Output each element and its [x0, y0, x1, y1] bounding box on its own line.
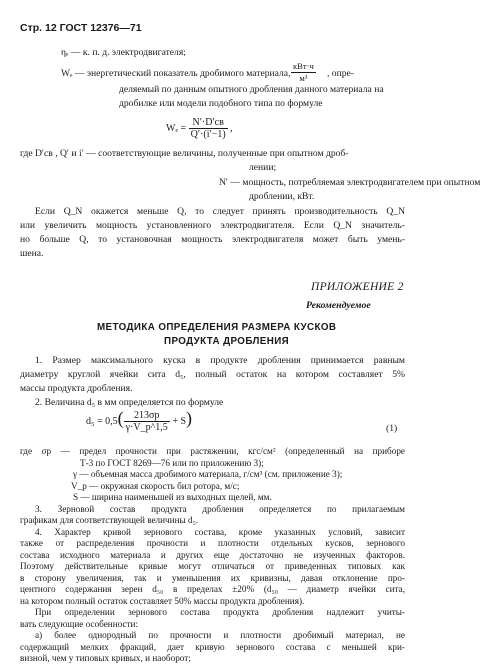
text-line: состава исходного материала и других еще достаточно не изученных факторов.: [20, 549, 405, 560]
text-line: но больше Q, то установочная мощность электродвигателя может быть умень-: [20, 234, 405, 245]
text-line: При определении зернового состава продукта дробления надлежит учиты-: [35, 607, 405, 617]
formula-number: (1): [386, 423, 398, 434]
formula-energy: [166, 117, 233, 140]
text-line: 3. Зерновой состав продукта дробления определяется по прилагаемым: [35, 503, 405, 514]
formula-lhs: Wₑ =: [166, 122, 187, 134]
appendix-note: Рекомендуемое: [306, 300, 371, 311]
text-line: дроблении, кВт.: [249, 191, 315, 202]
formula-numerator: N′·D′св: [189, 117, 228, 129]
text-line: в сторону увеличения, так и уменьшения их кривизны, давая отклонение про-: [20, 572, 405, 583]
formula-d5: [86, 407, 193, 433]
formula-denominator: γ·V_р^1,5: [125, 422, 168, 433]
text-line: N′ — мощность, потребляемая электродвигателем при опытном: [219, 177, 480, 188]
text-line: где σр — предел прочности при растяжении, кгс/см² (определенный на приборе: [20, 446, 405, 456]
text-line: Если Q_N окажется меньше Q, то следует принять производительность Q_N: [35, 206, 405, 217]
text-line: Т-3 по ГОСТ 8269—76 или по приложению 3);: [80, 457, 264, 468]
text-line: V_р — окружная скорость бил ротора, м/с;: [71, 480, 240, 491]
right-paren: ): [186, 407, 193, 428]
formula-tail: ,: [230, 122, 233, 134]
text-line: диаметру круглой ячейки сита d₅, полный остаток на котором составляет 5%: [20, 369, 405, 380]
text-line: Wₑ — энергетический показатель дробимого материала,: [61, 68, 291, 79]
formula-fraction: [189, 117, 228, 140]
text-line: а) более однородный по прочности и плотности дробимый материал, не: [35, 630, 405, 640]
unit-denominator: м³: [299, 73, 308, 83]
text-line: лении;: [249, 162, 277, 173]
text-line: деляемый по данным опытного дробления данного материала на: [119, 84, 384, 95]
text-line: на котором полный остаток составляет 50% массы продукта дробления).: [20, 595, 305, 606]
text-line: Поэтому действительные кривые могут отличаться от приведенных типовых как: [20, 561, 405, 571]
text-line: вать следующие особенности:: [20, 618, 139, 629]
text-line: S — ширина наименьшей из выходных щелей, мм.: [73, 492, 272, 502]
text-line: где D′св , Q′ и i′ — соответствующие величины, полученные при опытном дроб-: [20, 148, 349, 159]
appendix-title: ПРИЛОЖЕНИЕ 2: [311, 281, 404, 293]
formula-plus: + S: [172, 415, 187, 427]
text-line: или увеличить мощность установленного электродвигателя. Если Q_N значитель-: [20, 220, 405, 231]
section-subtitle: ПРОДУКТА ДРОБЛЕНИЯ: [164, 336, 290, 347]
unit-fraction: [291, 61, 316, 84]
text-line: шена.: [20, 248, 44, 259]
section-title: МЕТОДИКА ОПРЕДЕЛЕНИЯ РАЗМЕРА КУСКОВ: [97, 322, 337, 333]
text-line: также от распределения прочности и плотности отдельных кусков, зернового: [20, 538, 405, 548]
text-line: 2. Величина d₅ в мм определяется по формуле: [35, 397, 224, 408]
formula-numerator: 213σр: [124, 410, 170, 422]
left-paren: (: [117, 407, 124, 428]
text-line: 4. Характер кривой зернового состава, кроме указанных условий, зависит: [35, 526, 405, 537]
text-line: визной, чем у типовых кривых, и наоборот;: [20, 653, 191, 663]
formula-lhs: d₅ = 0,5: [86, 415, 118, 427]
page-header: Стр. 12 ГОСТ 12376—71: [20, 22, 142, 34]
text-line: графикам для соответствующей величины d₅.: [20, 515, 199, 525]
text-line: содержащий мелких фракций, дает кривую зернового состава с меньшей кри-: [20, 641, 405, 652]
unit-numerator: кВт·ч: [293, 61, 314, 71]
text-line: γ — объемная масса дробимого материала, г/см³ (см. приложение 3);: [73, 469, 343, 479]
text-line: массы продукта дробления.: [20, 383, 133, 394]
text-line: ηₑ — к. п. д. электродвигателя;: [61, 47, 186, 58]
text-line: , опре-: [327, 68, 354, 79]
formula-denominator: Q′·(i′−1): [190, 129, 226, 140]
text-line: дробилке или модели подобного типа по формуле: [119, 98, 323, 109]
text-line: центного содержания зерен d₅₀ в пределах ±20% (d₅₀ — диаметр ячейки сита,: [20, 584, 405, 594]
text-line: 1. Размер максимального куска в продукте дробления принимается равным: [35, 355, 405, 366]
formula-fraction: [124, 410, 170, 433]
